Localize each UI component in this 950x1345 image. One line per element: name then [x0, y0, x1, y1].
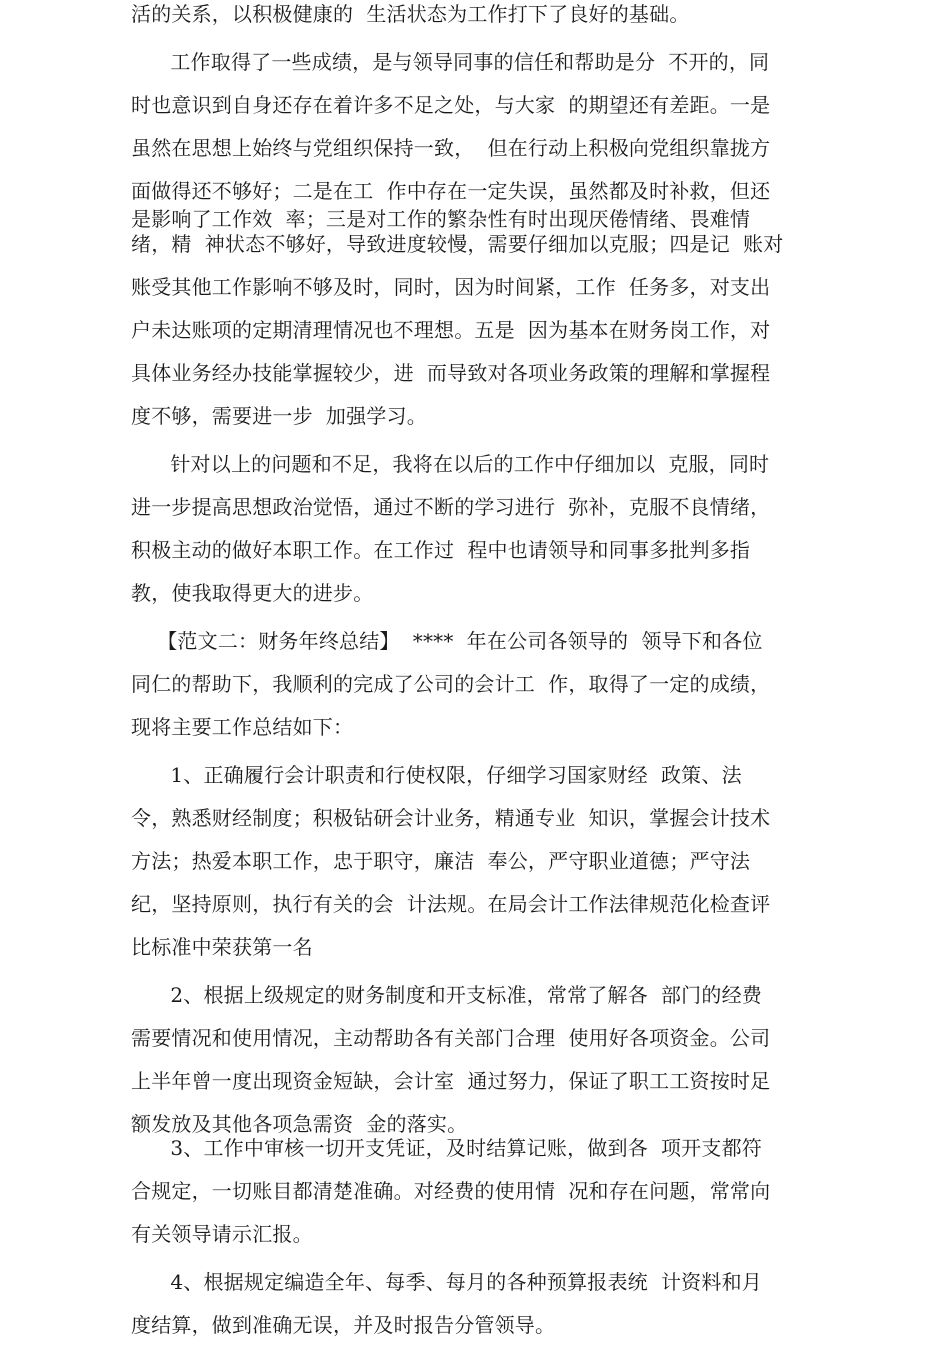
text-line: 比标准中荣获第一名: [131, 935, 313, 959]
text-line: 2、根据上级规定的财务制度和开支标准，常常了解各 部门的经费: [131, 983, 762, 1007]
text-line: 活的关系，以积极健康的 生活状态为工作打下了良好的基础。: [131, 2, 690, 26]
text-line: 度不够，需要进一步 加强学习。: [131, 404, 427, 428]
text-line: 纪，坚持原则，执行有关的会 计法规。在局会计工作法律规范化检查评: [131, 892, 771, 916]
text-line: 具体业务经办技能掌握较少，进 而导致对各项业务政策的理解和掌握程: [131, 361, 771, 385]
text-line: 额发放及其他各项急需资 金的落实。: [131, 1112, 468, 1136]
text-line: 虽然在思想上始终与党组织保持一致， 但在行动上积极向党组织靠拢方: [131, 136, 771, 160]
text-line: 积极主动的做好本职工作。在工作过 程中也请领导和同事多批判多指: [131, 538, 751, 562]
text-line: 上半年曾一度出现资金短缺，会计室 通过努力，保证了职工工资按时足: [131, 1069, 771, 1093]
text-line: 工作取得了一些成绩，是与领导同事的信任和帮助是分 不开的，同: [131, 50, 770, 74]
text-line: 4、根据规定编造全年、每季、每月的各种预算报表统 计资料和月: [131, 1270, 762, 1294]
text-line: 有关领导请示汇报。: [131, 1222, 313, 1246]
text-line: 教，使我取得更大的进步。: [131, 581, 374, 605]
text-line: 针对以上的问题和不足，我将在以后的工作中仔细加以 克服，同时: [131, 452, 770, 476]
text-line: 方法；热爱本职工作，忠于职守，廉洁 奉公，严守职业道德；严守法: [131, 849, 751, 873]
text-line: 户未达账项的定期清理情况也不理想。五是 因为基本在财务岗工作，对: [131, 318, 771, 342]
text-line: 需要情况和使用情况，主动帮助各有关部门合理 使用好各项资金。公司: [131, 1026, 771, 1050]
text-line: 面做得还不够好；二是在工 作中存在一定失误，虽然都及时补救，但还: [131, 179, 771, 203]
text-line: 是影响了工作效 率；三是对工作的繁杂性有时出现厌倦情绪、畏难情: [131, 207, 751, 231]
text-line: 现将主要工作总结如下：: [131, 715, 354, 739]
text-line: 1、正确履行会计职责和行使权限，仔细学习国家财经 政策、法: [131, 763, 742, 787]
text-line: 度结算，做到准确无误，并及时报告分管领导。: [131, 1313, 556, 1337]
text-line: 进一步提高思想政治觉悟，通过不断的学习进行 弥补，克服不良情绪，: [131, 495, 771, 519]
text-line: 时也意识到自身还存在着许多不足之处，与大家 的期望还有差距。一是: [131, 93, 771, 117]
text-line: 同仁的帮助下，我顺利的完成了公司的会计工 作，取得了一定的成绩，: [131, 672, 771, 696]
text-line: 合规定，一切账目都清楚准确。对经费的使用情 况和存在问题，常常向: [131, 1179, 771, 1203]
text-line: 账受其他工作影响不够及时，同时，因为时间紧，工作 任务多，对支出: [131, 275, 771, 299]
text-line: 令，熟悉财经制度；积极钻研会计业务，精通专业 知识，掌握会计技术: [131, 806, 771, 830]
text-line: 绪，精 神状态不够好，导致进度较慢，需要仔细加以克服；四是记 账对: [131, 232, 784, 256]
text-line: 3、工作中审核一切开支凭证，及时结算记账，做到各 项开支都符: [131, 1136, 762, 1160]
section-heading-line: 【范文二：财务年终总结】 **** 年在公司各领导的 领导下和各位: [131, 629, 763, 653]
